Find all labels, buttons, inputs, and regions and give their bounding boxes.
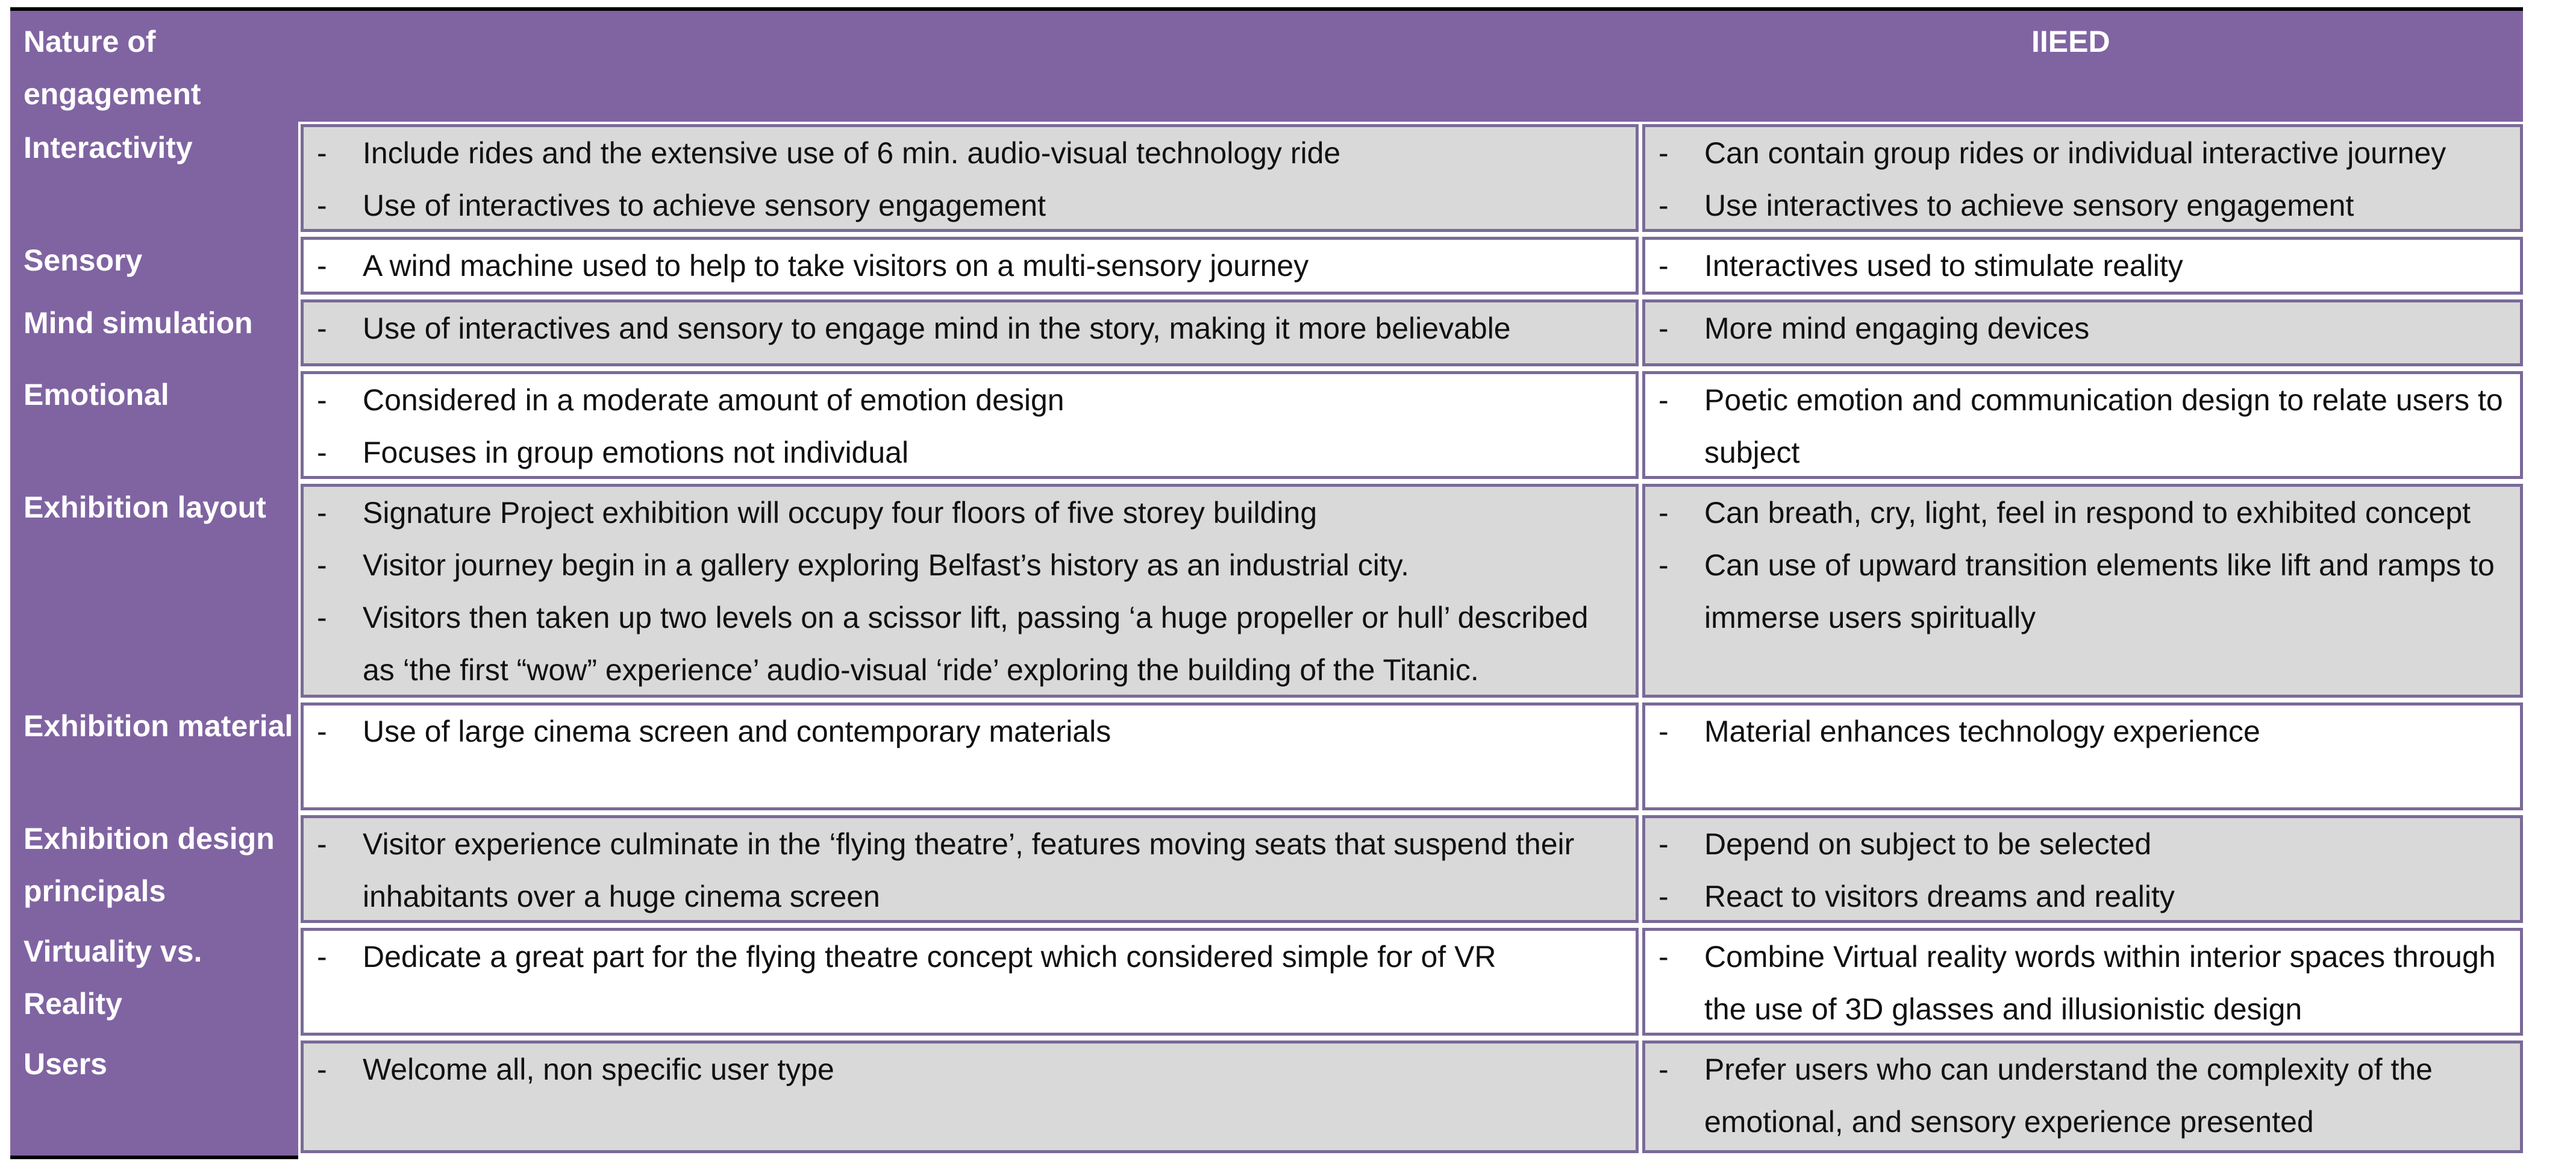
bullet-list bbox=[1658, 818, 2510, 923]
list-item-text: Visitor experience culminate in the ‘flying theatre’, features moving seats that suspend their inhabitants over a huge cinema screen bbox=[363, 827, 1575, 913]
cell-iieed bbox=[1642, 124, 2523, 232]
list-item bbox=[1658, 240, 2510, 292]
dash-bullet: - bbox=[1658, 249, 1669, 283]
list-item-text: A wind machine used to help to take visitors on a multi-sensory journey bbox=[363, 249, 1309, 283]
dash-bullet: - bbox=[1658, 940, 1669, 974]
dash-bullet: - bbox=[317, 548, 327, 582]
table-row bbox=[10, 481, 2523, 700]
cell-column-1 bbox=[301, 124, 1639, 232]
cell-iieed bbox=[1642, 484, 2523, 698]
bullet-list bbox=[1658, 240, 2510, 292]
list-item bbox=[1658, 706, 2510, 758]
row-label: Emotional bbox=[10, 369, 298, 481]
list-item bbox=[317, 818, 1626, 923]
row-label: Sensory bbox=[10, 234, 298, 297]
list-item bbox=[317, 706, 1626, 758]
list-item-text: Prefer users who can understand the complexity of the emotional, and sensory experience presented bbox=[1704, 1053, 2433, 1139]
dash-bullet: - bbox=[1658, 496, 1669, 530]
list-item bbox=[1658, 302, 2510, 355]
list-item-text: React to visitors dreams and reality bbox=[1704, 880, 2175, 913]
list-item bbox=[1658, 539, 2510, 644]
table-row bbox=[10, 122, 2523, 234]
table-row bbox=[10, 700, 2523, 813]
row-label: Exhibition layout bbox=[10, 481, 298, 700]
list-item-text: Poetic emotion and communication design to relate users to subject bbox=[1704, 383, 2503, 469]
bullet-list bbox=[1658, 374, 2510, 479]
list-item-text: Use of large cinema screen and contemporary materials bbox=[363, 715, 1111, 748]
row-label: Exhibition design principals bbox=[10, 813, 298, 925]
header-iieed: IIEED bbox=[2031, 25, 2110, 58]
cell-column-1 bbox=[301, 237, 1639, 295]
cell-column-1 bbox=[301, 371, 1639, 479]
table-row bbox=[10, 234, 2523, 297]
dash-bullet: - bbox=[317, 189, 327, 222]
cell-iieed bbox=[1642, 702, 2523, 810]
bullet-list bbox=[317, 818, 1626, 923]
table-row bbox=[10, 925, 2523, 1038]
header-nature-of-engagement: Nature of engagement bbox=[23, 25, 201, 111]
bullet-list bbox=[317, 487, 1626, 696]
list-item bbox=[317, 539, 1626, 592]
dash-bullet: - bbox=[317, 383, 327, 417]
bullet-list bbox=[317, 1044, 1626, 1096]
dash-bullet: - bbox=[317, 940, 327, 974]
list-item-text: Include rides and the extensive use of 6 min. audio-visual technology ride bbox=[363, 136, 1341, 170]
list-item-text: Dedicate a great part for the flying theatre concept which considered simple for of VR bbox=[363, 940, 1496, 974]
row-label: Virtuality vs. Reality bbox=[10, 925, 298, 1038]
dash-bullet: - bbox=[317, 436, 327, 469]
bullet-list bbox=[1658, 302, 2510, 355]
bullet-list bbox=[1658, 706, 2510, 758]
list-item-text: Material enhances technology experience bbox=[1704, 715, 2260, 748]
cell-column-1 bbox=[301, 484, 1639, 698]
list-item bbox=[1658, 127, 2510, 180]
list-item bbox=[1658, 818, 2510, 871]
table-bottom-rule bbox=[10, 1156, 298, 1159]
bullet-list bbox=[1658, 487, 2510, 644]
bullet-list bbox=[317, 302, 1626, 355]
table-row bbox=[10, 813, 2523, 925]
bullet-list bbox=[317, 931, 1626, 983]
list-item bbox=[1658, 871, 2510, 923]
list-item bbox=[317, 931, 1626, 983]
dash-bullet: - bbox=[1658, 311, 1669, 345]
dash-bullet: - bbox=[1658, 880, 1669, 913]
cell-iieed bbox=[1642, 928, 2523, 1036]
comparison-table bbox=[10, 7, 2523, 1159]
table-header-row bbox=[10, 11, 2523, 122]
cell-iieed bbox=[1642, 1040, 2523, 1153]
list-item bbox=[1658, 931, 2510, 1036]
dash-bullet: - bbox=[1658, 189, 1669, 222]
list-item bbox=[317, 180, 1626, 232]
table-row bbox=[10, 297, 2523, 369]
list-item-text: Visitor journey begin in a gallery exploring Belfast’s history as an industrial city. bbox=[363, 548, 1409, 582]
dash-bullet: - bbox=[317, 311, 327, 345]
bullet-list bbox=[1658, 127, 2510, 232]
dash-bullet: - bbox=[317, 715, 327, 748]
bullet-list bbox=[1658, 1044, 2510, 1148]
bullet-list bbox=[317, 127, 1626, 232]
dash-bullet: - bbox=[317, 601, 327, 634]
dash-bullet: - bbox=[317, 827, 327, 861]
dash-bullet: - bbox=[317, 136, 327, 170]
list-item-text: Considered in a moderate amount of emotion design bbox=[363, 383, 1064, 417]
list-item-text: More mind engaging devices bbox=[1704, 311, 2090, 345]
bullet-list bbox=[317, 240, 1626, 292]
dash-bullet: - bbox=[317, 1053, 327, 1086]
cell-column-1 bbox=[301, 928, 1639, 1036]
list-item bbox=[1658, 180, 2510, 232]
list-item-text: Combine Virtual reality words within interior spaces through the use of 3D glasses and illusionistic design bbox=[1704, 940, 2496, 1026]
cell-iieed bbox=[1642, 237, 2523, 295]
list-item-text: Use interactives to achieve sensory engagement bbox=[1704, 189, 2354, 222]
list-item bbox=[1658, 374, 2510, 479]
list-item bbox=[1658, 487, 2510, 539]
cell-column-1 bbox=[301, 1040, 1639, 1153]
list-item-text: Signature Project exhibition will occupy four floors of five storey building bbox=[363, 496, 1318, 530]
dash-bullet: - bbox=[1658, 383, 1669, 417]
dash-bullet: - bbox=[317, 496, 327, 530]
list-item bbox=[317, 1044, 1626, 1096]
cell-iieed bbox=[1642, 371, 2523, 479]
list-item bbox=[317, 592, 1626, 696]
list-item bbox=[317, 487, 1626, 539]
row-label: Exhibition material bbox=[10, 700, 298, 813]
cell-iieed bbox=[1642, 299, 2523, 366]
list-item bbox=[317, 427, 1626, 479]
cell-iieed bbox=[1642, 815, 2523, 923]
table-row bbox=[10, 369, 2523, 481]
list-item bbox=[317, 240, 1626, 292]
list-item bbox=[317, 374, 1626, 427]
list-item-text: Can breath, cry, light, feel in respond to exhibited concept bbox=[1704, 496, 2471, 530]
list-item-text: Use of interactives to achieve sensory engagement bbox=[363, 189, 1046, 222]
list-item bbox=[317, 127, 1626, 180]
table-row bbox=[10, 1038, 2523, 1156]
dash-bullet: - bbox=[1658, 136, 1669, 170]
list-item bbox=[1658, 1044, 2510, 1148]
list-item-text: Visitors then taken up two levels on a scissor lift, passing ‘a huge propeller or hull’ described as ‘the first “wow” experience’ audio-visual ‘ride’ exploring the building of the Titanic. bbox=[363, 601, 1589, 687]
dash-bullet: - bbox=[1658, 827, 1669, 861]
list-item-text: Use of interactives and sensory to engage mind in the story, making it more believable bbox=[363, 311, 1511, 345]
cell-column-1 bbox=[301, 299, 1639, 366]
row-label: Mind simulation bbox=[10, 297, 298, 369]
dash-bullet: - bbox=[1658, 548, 1669, 582]
list-item-text: Depend on subject to be selected bbox=[1704, 827, 2152, 861]
bullet-list bbox=[317, 706, 1626, 758]
bullet-list bbox=[317, 374, 1626, 479]
list-item-text: Interactives used to stimulate reality bbox=[1704, 249, 2183, 283]
cell-column-1 bbox=[301, 702, 1639, 810]
list-item-text: Welcome all, non specific user type bbox=[363, 1053, 834, 1086]
row-label: Users bbox=[10, 1038, 298, 1156]
list-item-text: Can contain group rides or individual interactive journey bbox=[1704, 136, 2446, 170]
list-item-text: Can use of upward transition elements like lift and ramps to immerse users spiritually bbox=[1704, 548, 2495, 634]
list-item-text: Focuses in group emotions not individual bbox=[363, 436, 909, 469]
dash-bullet: - bbox=[317, 249, 327, 283]
bullet-list bbox=[1658, 931, 2510, 1036]
dash-bullet: - bbox=[1658, 715, 1669, 748]
list-item bbox=[317, 302, 1626, 355]
cell-column-1 bbox=[301, 815, 1639, 923]
row-label: Interactivity bbox=[10, 122, 298, 234]
dash-bullet: - bbox=[1658, 1053, 1669, 1086]
